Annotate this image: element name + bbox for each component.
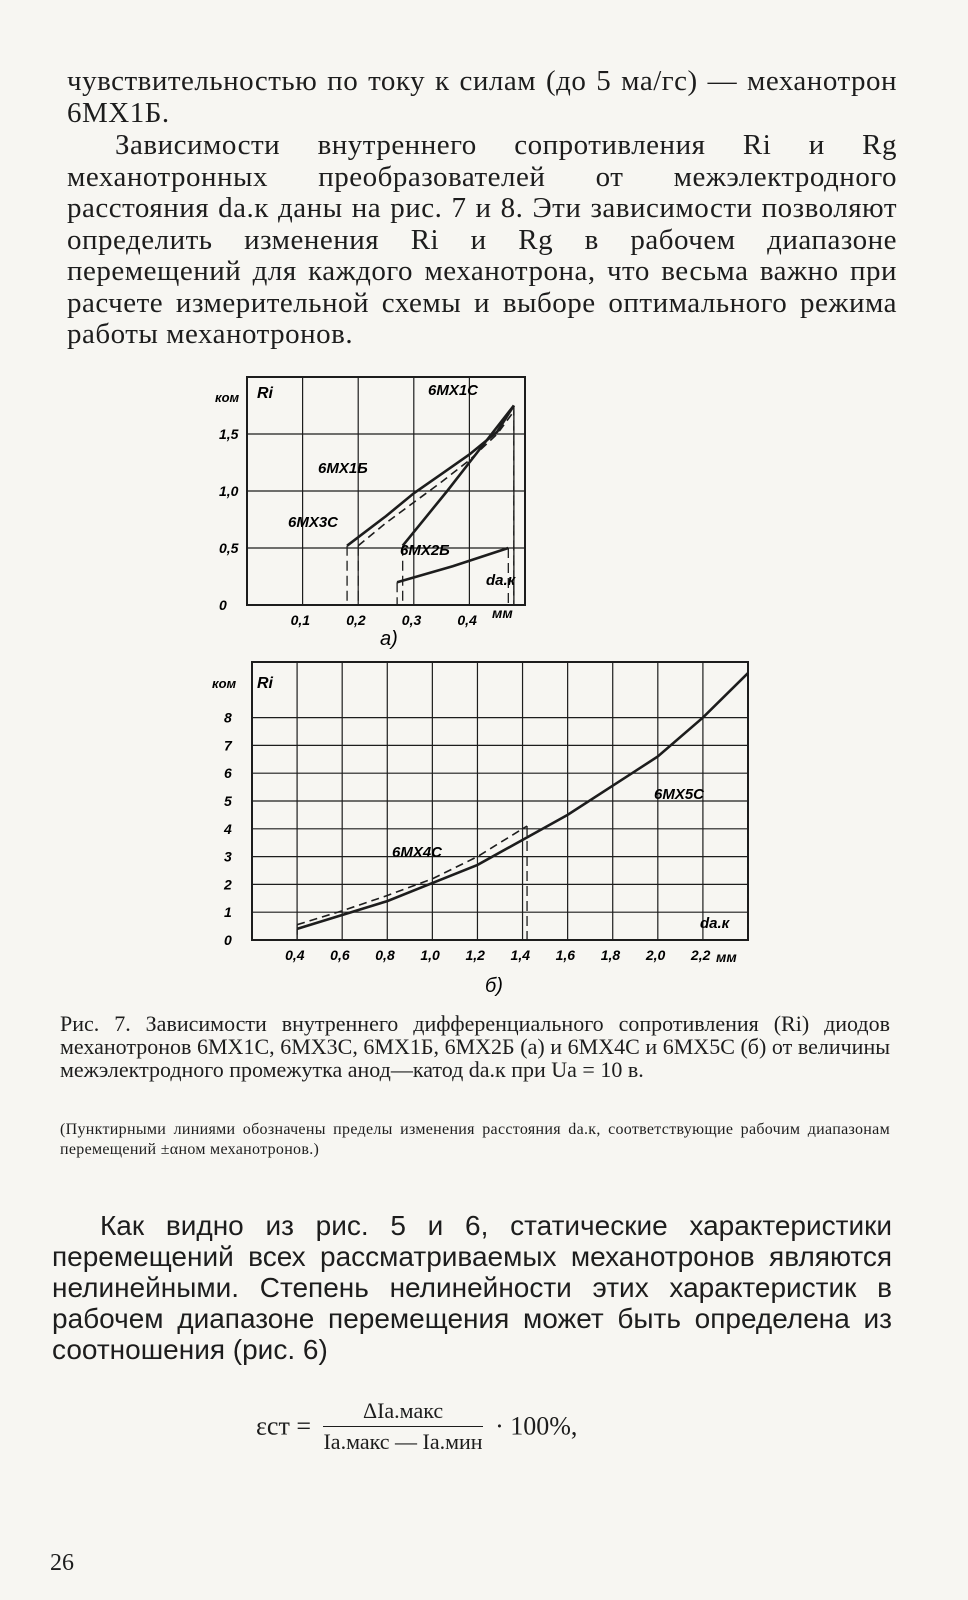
chart-b-ytick-label: 7 [224,737,232,754]
chart-a-xlabel: dа.к [486,572,516,589]
chart-b-xtick-label: 0,4 [285,947,305,963]
paragraph-nonlinearity: Как видно из рис. 5 и 6, статические характеристики перемещений всех рассматриваемых механотронов являются нелинейными. Степень нелинейности этих характеристик в рабочем диапазоне перемещения может быть определена из соотношения (рис. 6) [52,1210,892,1365]
chart-b-ytick-label: 8 [224,709,232,726]
chart-b-xlabel: dа.к [700,915,730,932]
chart-b-ytick-label: 2 [224,876,232,893]
chart-b-xtick-label: 2,0 [645,947,666,963]
chart-a-series-line [403,406,514,546]
chart-a-yunit: ком [215,390,240,405]
chart-b-ticks [223,710,711,963]
chart-b-series-line [297,826,527,925]
chart-b-ytick-label: 1 [224,904,232,921]
chart-a-xtick-label: 0,1 [290,612,311,628]
chart-a-ytick-label: 0 [219,597,227,613]
chart-b-ytick-label: 4 [224,820,232,837]
chart-b-xtick-label: 0,6 [330,947,350,963]
formula-lhs: εст = [256,1411,311,1441]
page-number: 26 [50,1550,74,1576]
chart-a-grid [247,377,525,605]
chart-b-label-6mx4c: 6МХ4С [392,844,443,861]
chart-b-ytick-label: 0 [224,932,232,948]
chart-a-ytick-label: 1,0 [219,483,239,499]
chart-b-panel-label: б) [485,975,503,997]
chart-b-ytick-label: 3 [224,848,232,865]
chart-b-label-6mx5c: 6МХ5С [654,786,705,803]
chart-a-label-6mx1b: 6МХ1Б [318,460,368,477]
formula-fraction [323,1398,482,1455]
chart-b-xtick-label: 1,8 [600,947,621,963]
chart-b-xtick-label: 2,2 [690,947,711,963]
chart-b-xtick-label: 1,0 [420,947,440,963]
chart-a-label-6mx2b: 6МХ3С [288,514,339,531]
formula-rhs: · 100%, [495,1411,578,1441]
chart-b-xtick-label: 1,6 [555,947,576,963]
chart-b-yunit: ком [212,676,237,691]
paragraph-dependencies: Зависимости внутреннего сопротивления Ri и Rg механотронных преобразователей от межэлектродного расстояния dа.к даны на рис. 7 и 8. Эти зависимости позволяют определить изменения Ri и Rg в рабочем диапазоне перемещений для каждого механотрона, что весьма важно при расчете измерительной схемы и выборе оптимального режима работы механотронов. [67,129,897,350]
chart-a-xunit: мм [492,605,513,621]
chart-b-xtick-label: 1,2 [465,947,485,963]
chart-a-xtick-label: 0,3 [401,612,422,628]
chart-b-ytick-label: 5 [224,793,232,809]
chart-a-series-line [347,406,514,546]
figure-caption: Рис. 7. Зависимости внутреннего дифференциального сопротивления (Ri) диодов механотронов 6МХ1С, 6МХ3С, 6МХ1Б, 6МХ2Б (а) и 6МХ4С и 6МХ5С (б) от величины межэлектродного промежутка анод—катод dа.к при Uа = 10 в. [60,1011,890,1082]
chart-a-ylabel: Ri [257,385,273,402]
chart-a-label-6mx3c: 6МХ2Б [400,542,450,559]
chart-b-ylabel: Ri [257,675,273,692]
formula-denominator: Iа.макс — Iа.мин [323,1429,483,1454]
formula-numerator: ΔIа.макс [323,1398,482,1427]
chart-a-xtick-label: 0,4 [457,612,477,628]
formula [256,1398,577,1455]
paragraph-intro: чувствительностью по току к силам (до 5 ма/гс) — механотрон 6МХ1Б. [67,65,897,129]
figure-note: (Пунктирными линиями обозначены пределы изменения расстояния dа.к, соответствующие рабочим диапазонам перемещений ±αном механотронов.) [60,1121,890,1158]
chart-a-ytick-label: 1,5 [219,426,239,442]
chart-a-panel-label: а) [380,628,398,650]
chart-b-xunit: мм [716,949,737,965]
chart-a-xtick-label: 0,2 [346,612,366,628]
chart-b-ytick-label: 6 [224,765,232,782]
chart-a-ticks [219,426,477,628]
chart-a-ytick-label: 0,5 [219,540,239,556]
chart-b-xtick-label: 0,8 [375,947,395,963]
chart-a-label-6mx1c: 6МХ1С [428,382,479,399]
chart-b-xtick-label: 1,4 [510,947,531,963]
